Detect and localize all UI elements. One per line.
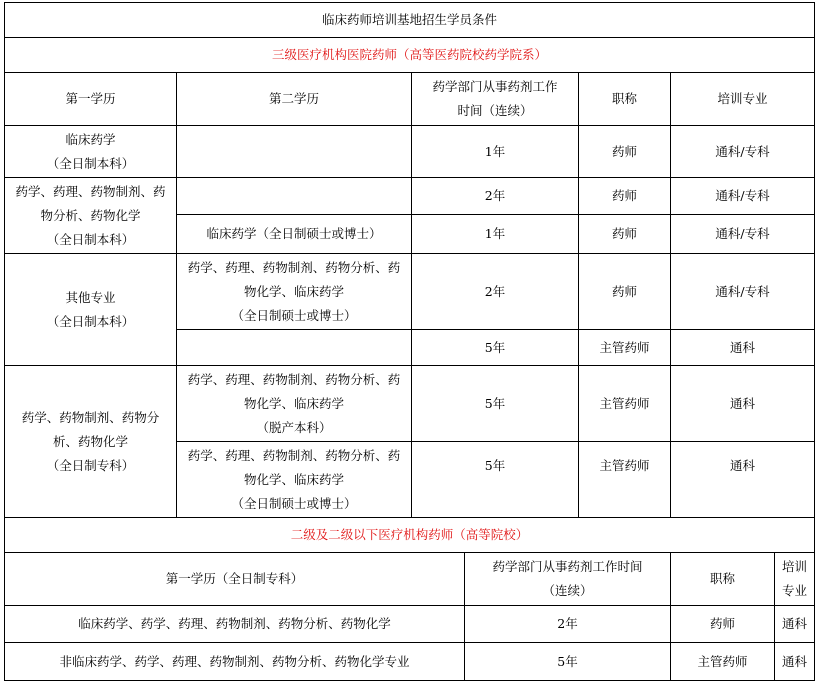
row2-title [578, 177, 670, 214]
row6-first-line1: 药学、药物制剂、药物分 [21, 409, 160, 425]
table-title [5, 3, 814, 37]
header-work-time [411, 72, 578, 125]
row4-second-line2: 物化学、临床药学 [243, 283, 344, 299]
row3-second-text: 临床药学（全日制硕士或博士） [206, 226, 382, 241]
row5-title [578, 329, 670, 365]
row4-first-degree [5, 253, 176, 365]
s2-row1-first-degree [5, 605, 464, 642]
s2-header-first-degree [5, 552, 464, 605]
row7-specialty [670, 441, 814, 517]
row4-specialty-text: 通科/专科 [715, 283, 770, 299]
s2-header-work-time [464, 552, 670, 605]
row1-title-text: 药师 [611, 143, 637, 159]
header-first-degree-text: 第一学历 [65, 91, 116, 106]
row6-first-line2: 析、药物化学 [52, 433, 128, 449]
row2-specialty [670, 177, 814, 214]
s2-row2-title-text: 主管药师 [697, 653, 748, 669]
header-specialty-text: 培训专业 [717, 91, 768, 106]
row2-second-degree [176, 177, 411, 214]
row3-time-text: 1年 [484, 226, 506, 241]
row2-first-line1: 药学、药理、药物制剂、药 [15, 183, 166, 199]
row6-specialty [670, 365, 814, 441]
header-second-degree [176, 72, 411, 125]
row3-time [411, 214, 578, 253]
s2-header-specialty-line2: 专业 [781, 583, 807, 598]
row3-title-text: 药师 [611, 226, 637, 241]
s2-row1-specialty [774, 605, 814, 642]
row2-first-degree [5, 177, 176, 253]
header-specialty [670, 72, 814, 125]
section2-heading-text: 二级及二级以下医疗机构药师（高等院校） [290, 527, 529, 542]
row6-second-line2: 物化学、临床药学 [243, 395, 344, 411]
row4-second-line1: 药学、药理、药物制剂、药物分析、药 [187, 259, 401, 275]
row2-title-text: 药师 [611, 188, 637, 203]
row3-specialty [670, 214, 814, 253]
header-title [578, 72, 670, 125]
row5-time [411, 329, 578, 365]
row7-second-line3: （全日制硕士或博士） [231, 495, 357, 511]
s2-row2-first-degree [5, 642, 464, 680]
row6-second-line3: （脱产本科） [256, 419, 332, 435]
row4-second-degree [176, 253, 411, 329]
s2-row1-first-text: 临床药学、药学、药理、药物制剂、药物分析、药物化学 [78, 616, 391, 631]
row5-specialty [670, 329, 814, 365]
s2-row1-time-text: 2年 [557, 616, 578, 631]
s2-header-work-time-line1: 药学部门从事药剂工作时间 [492, 559, 643, 574]
row6-specialty-text: 通科 [729, 395, 755, 411]
s2-header-title-text: 职称 [709, 571, 735, 586]
s2-header-specialty [774, 552, 814, 605]
row2-time-text: 2年 [484, 188, 506, 203]
row6-title [578, 365, 670, 441]
s2-header-specialty-line1: 培训 [781, 559, 807, 574]
row6-first-degree [5, 365, 176, 517]
s2-row2-time [464, 642, 670, 680]
row6-second-line1: 药学、药理、药物制剂、药物分析、药 [187, 371, 401, 387]
s2-header-work-time-line2: （连续） [542, 583, 593, 598]
admission-conditions-table [4, 2, 815, 681]
row6-time [411, 365, 578, 441]
row4-first-line1: 其他专业 [65, 289, 116, 305]
s2-row1-title-text: 药师 [709, 616, 735, 631]
row7-second-degree [176, 441, 411, 517]
row1-title [578, 125, 670, 177]
header-work-time-line2: 时间（连续） [457, 103, 533, 118]
row7-specialty-text: 通科 [729, 458, 755, 473]
row1-specialty [670, 125, 814, 177]
section2-heading [5, 517, 814, 552]
row3-second-degree [176, 214, 411, 253]
row1-time [411, 125, 578, 177]
s2-row1-title [670, 605, 774, 642]
row4-first-line2: （全日制本科） [46, 313, 135, 329]
row4-specialty [670, 253, 814, 329]
row1-first-line1: 临床药学 [65, 131, 116, 147]
row3-specialty-text: 通科/专科 [715, 226, 770, 241]
s2-row1-time [464, 605, 670, 642]
row3-title [578, 214, 670, 253]
header-first-degree [5, 72, 176, 125]
table-title-text: 临床药师培训基地招生学员条件 [321, 12, 497, 27]
header-title-text: 职称 [611, 91, 637, 106]
s2-header-title [670, 552, 774, 605]
row1-first-line2: （全日制本科） [46, 155, 135, 171]
row2-time [411, 177, 578, 214]
s2-row1-specialty-text: 通科 [781, 616, 807, 631]
row7-second-line2: 物化学、临床药学 [243, 471, 344, 487]
row7-title-text: 主管药师 [599, 458, 650, 473]
row6-time-text: 5年 [484, 395, 506, 411]
row2-first-line2: 物分析、药物化学 [40, 207, 141, 223]
row4-time [411, 253, 578, 329]
row6-first-line3: （全日制专科） [46, 457, 135, 473]
row6-second-degree [176, 365, 411, 441]
row1-first-degree [5, 125, 176, 177]
section1-heading [5, 37, 814, 72]
s2-row2-title [670, 642, 774, 680]
row2-specialty-text: 通科/专科 [715, 188, 770, 203]
row5-specialty-text: 通科 [729, 339, 755, 355]
row4-time-text: 2年 [484, 283, 506, 299]
header-work-time-line1: 药学部门从事药剂工作 [432, 79, 558, 94]
row4-second-line3: （全日制硕士或博士） [231, 307, 357, 323]
row1-specialty-text: 通科/专科 [715, 143, 770, 159]
row5-title-text: 主管药师 [599, 339, 650, 355]
header-second-degree-text: 第二学历 [268, 91, 319, 106]
row7-second-line1: 药学、药理、药物制剂、药物分析、药 [187, 447, 401, 463]
s2-row2-first-text: 非临床药学、药学、药理、药物制剂、药物分析、药物化学专业 [59, 653, 410, 669]
row5-time-text: 5年 [484, 339, 506, 355]
row2-first-line3: （全日制本科） [46, 231, 135, 247]
row7-time [411, 441, 578, 517]
section1-heading-text: 三级医疗机构医院药师（高等医药院校药学院系） [271, 47, 547, 62]
row7-time-text: 5年 [484, 458, 506, 473]
row4-title-text: 药师 [611, 283, 637, 299]
row6-title-text: 主管药师 [599, 395, 650, 411]
row4-title [578, 253, 670, 329]
row5-second-degree [176, 329, 411, 365]
row7-title [578, 441, 670, 517]
s2-row2-specialty [774, 642, 814, 680]
s2-row2-specialty-text: 通科 [781, 653, 807, 669]
row1-time-text: 1年 [484, 143, 506, 159]
s2-row2-time-text: 5年 [557, 653, 578, 669]
s2-header-first-degree-text: 第一学历（全日制专科） [165, 571, 304, 586]
row1-second-degree [176, 125, 411, 177]
